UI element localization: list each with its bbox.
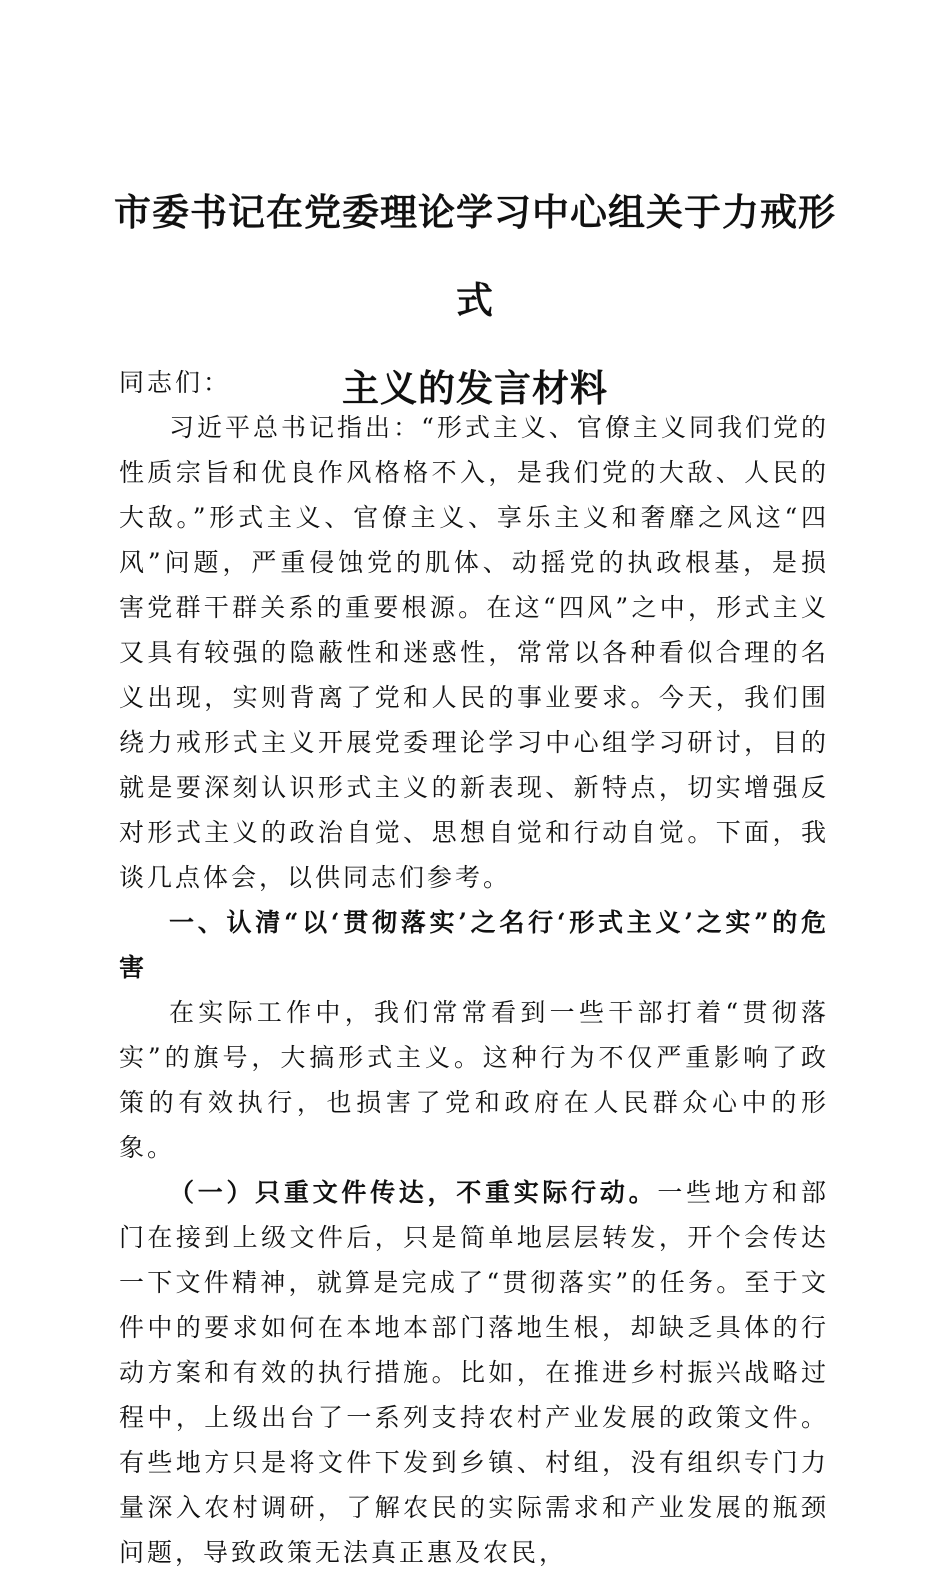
section-1-heading: 一、认清“以‘贯彻落实’之名行‘形式主义’之实”的危害 (119, 908, 829, 982)
title-line-1: 市委书记在党委理论学习中心组关于力戒形式 (114, 190, 836, 322)
point-1-heading: （一）只重文件传达，不重实际行动。 (169, 1178, 658, 1207)
point-1-paragraph (119, 1170, 829, 1575)
title-line-2: 主义的发言材料 (342, 366, 608, 410)
document-body (119, 360, 829, 1575)
intro-paragraph: 习近平总书记指出：“形式主义、官僚主义同我们党的性质宗旨和优良作风格格不入，是我们党的大敌、人民的大敌。”形式主义、官僚主义、享乐主义和奢靡之风这“四风”问题，严重侵蚀党的肌体、动摇党的执政根基，是损害党群干群关系的重要根源。在这“四风”之中，形式主义又具有较强的隐蔽性和迷惑性，常常以各种看似合理的名义出现，实则背离了党和人民的事业要求。今天，我们围绕力戒形式主义开展党委理论学习中心组学习研讨，目的就是要深刻认识形式主义的新表现、新特点，切实增强反对形式主义的政治自觉、思想自觉和行动自觉。下面，我谈几点体会，以供同志们参考。 (119, 413, 829, 892)
greeting: 同志们： (119, 368, 232, 397)
point-1-body: 一些地方和部门在接到上级文件后，只是简单地层层转发，开个会传达一下文件精神，就算是完成了“贯彻落实”的任务。至于文件中的要求如何在本地本部门落地生根，却缺乏具体的行动方案和有效的执行措施。比如，在推进乡村振兴战略过程中，上级出台了一系列支持农村产业发展的政策文件。有些地方只是将文件下发到乡镇、村组，没有组织专门力量深入农村调研，了解农民的实际需求和产业发展的瓶颈问题，导致政策无法真正惠及农民， (119, 1178, 829, 1567)
section-1-intro-paragraph: 在实际工作中，我们常常看到一些干部打着“贯彻落实”的旗号，大搞形式主义。这种行为不仅严重影响了政策的有效执行，也损害了党和政府在人民群众心中的形象。 (119, 998, 829, 1162)
